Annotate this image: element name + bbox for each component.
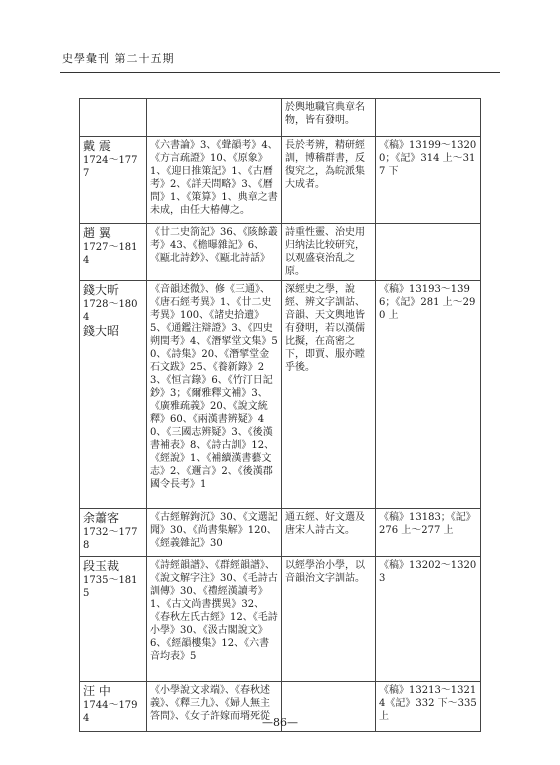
name-cell bbox=[80, 281, 147, 509]
source-cell bbox=[376, 224, 481, 281]
name-cell bbox=[80, 224, 147, 281]
table-row bbox=[80, 509, 481, 557]
works-cell: 《音韻述微》、修《三通》、《唐石經考異》1、《廿二史考異》100、《諸史拾遺》5、《通鑑注辯證》3、《四史朔閏考》4、《潛揅堂文集》50、《詩集》20、《潛揅堂金石文跋》25、《養新錄》23、《恒言錄》6、《竹汀日記鈔》3；《爾雅釋文補》3、《廣雅疏義》20、《說文統釋》60、《兩漢書辨疑》40、《三國志辨疑》3、《後漢書補表》8、《詩古訓》12、《經說》1、《補續漢書藝文志》2、《邇言》2、《後漢郡國令長考》1 bbox=[147, 281, 282, 509]
specialty-cell: 通五經、好文選及唐宋人詩古文。 bbox=[282, 509, 376, 557]
table-row bbox=[80, 557, 481, 682]
scholar-name: 汪 中 bbox=[83, 684, 111, 698]
works-cell: 《古經解鉤沉》30、《文選記聞》30、《尚書集解》120、《經義雜記》30 bbox=[147, 509, 282, 557]
scholar-years: 1724～1777 bbox=[83, 155, 138, 179]
specialty-cell: 以經學治小學，以音韻治文字訓詁。 bbox=[282, 557, 376, 682]
table-row bbox=[80, 99, 481, 137]
source-cell: 《稿》13193～1396；《記》281 上～290 上 bbox=[376, 281, 481, 509]
name-cell bbox=[80, 557, 147, 682]
works-cell: 《詩經韻譜》、《群經韻譜》、《說文解字注》30、《毛詩古訓傳》30、《禮經漢讀考》1、《古文尚書撰異》32、《春秋左氏古經》12、《毛詩小學》30、《汲古閣說文》6、《經韻樓集》12、《六書音均表》5 bbox=[147, 557, 282, 682]
name-cell bbox=[80, 99, 147, 137]
source-cell bbox=[376, 99, 481, 137]
scholar-name-secondary: 錢大昭 bbox=[83, 324, 120, 338]
scholar-years: 1728～1804 bbox=[83, 299, 138, 323]
name-cell bbox=[80, 509, 147, 557]
header-rule bbox=[60, 72, 500, 73]
page-number: —86— bbox=[262, 716, 298, 729]
works-cell: 《六書論》3、《聲韻考》4、《方言疏證》10、《原象》1、《迎日推策記》1、《古曆考》2、《詳天問略》3、《曆問》1、《策算》1、典章之書未成，由任大椿傳之。 bbox=[147, 137, 282, 224]
table-row bbox=[80, 137, 481, 224]
works-cell: 《廿二史箚記》36、《陔餘叢考》43、《檐曝雜記》6、《甌北詩鈔》、《甌北詩話》 bbox=[147, 224, 282, 281]
scholar-name: 錢大昕 bbox=[83, 283, 120, 297]
journal-header: 史學彙刊 第二十五期 bbox=[62, 52, 175, 65]
scholar-table bbox=[79, 98, 481, 732]
specialty-cell: 深經史之學，說經、辨文字訓詁、音韻、天文輿地皆有發明，若以漢儒比擬，在高密之下，即賈、服亦瞠乎後。 bbox=[282, 281, 376, 509]
scholar-name: 余蕭客 bbox=[83, 511, 120, 525]
scholar-years: 1735～1815 bbox=[83, 575, 138, 599]
scholar-name: 趙 翼 bbox=[83, 226, 111, 240]
works-cell bbox=[147, 99, 282, 137]
table-row bbox=[80, 224, 481, 281]
source-cell: 《稿》13213～13214《記》332 下～335 上 bbox=[376, 682, 481, 732]
specialty-cell: 於輿地職官典章名物，皆有發明。 bbox=[282, 99, 376, 137]
source-cell: 《稿》13183；《記》276 上～277 上 bbox=[376, 509, 481, 557]
source-cell: 《稿》13199～13200；《記》314 上～317 下 bbox=[376, 137, 481, 224]
specialty-cell: 長於考辨，精研經訓，博稽群書，反復究之，為皖派集大成者。 bbox=[282, 137, 376, 224]
scholar-years: 1732～1778 bbox=[83, 527, 138, 551]
scholar-name: 段玉裁 bbox=[83, 559, 120, 573]
scholar-years: 1744～1794 bbox=[83, 700, 138, 724]
scholar-years: 1727～1814 bbox=[83, 242, 138, 266]
table-row bbox=[80, 281, 481, 509]
source-cell: 《稿》13202～13203 bbox=[376, 557, 481, 682]
works-cell: 《小學說文求端》、《春秋述義》、《釋三九》、《婦人無主答問》、《女子許嫁而壻死從 bbox=[147, 682, 282, 732]
name-cell bbox=[80, 137, 147, 224]
scholar-name: 戴 震 bbox=[83, 139, 111, 153]
specialty-cell: 詩重性靈、治史用归纳法比较研究，以观盛衰治乱之原。 bbox=[282, 224, 376, 281]
